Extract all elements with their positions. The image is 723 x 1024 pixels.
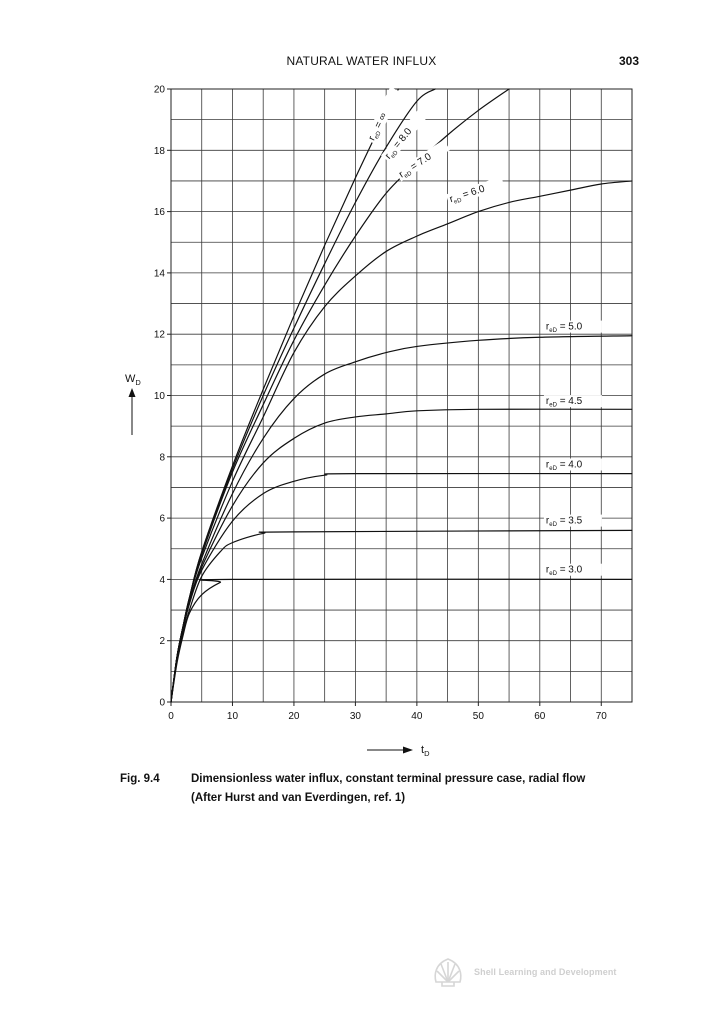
y-tick-label: 8 [159,452,165,464]
page-header-title: NATURAL WATER INFLUX [286,54,437,68]
x-tick-label: 50 [472,711,484,722]
figure-label: Fig. 9.4 [120,773,160,785]
y-tick-label: 4 [159,574,165,586]
x-axis-arrowhead-icon [403,747,413,754]
x-tick-label: 40 [411,711,423,722]
series-label-text: $r_{eD} = 3.5$ [545,515,583,529]
y-tick-label: 0 [159,697,165,709]
x-tick-label: 70 [595,711,607,722]
y-axis-arrowhead-icon [129,388,136,397]
footer-text: Shell Learning and Development [474,967,617,977]
y-tick-label: 12 [153,329,165,341]
series-label-text: $r_{eD}$ = ∞ [366,111,390,143]
series-label-4 [544,321,602,335]
y-tick-label: 10 [153,391,165,402]
page-number: 303 [618,54,639,68]
series-label-7 [544,515,602,529]
x-tick-label: 10 [226,711,239,722]
caption-line-1: Dimensionless water influx, constant terminal pressure case, radial flow [191,773,586,785]
y-tick-label: 20 [153,84,165,96]
caption-line-2: (After Hurst and van Everdingen, ref. 1) [191,792,406,804]
series-line-3 [171,181,632,702]
y-tick-label: 6 [159,513,165,525]
chart-series-labels [365,87,602,577]
series-label-6 [544,459,602,473]
series-label-text: $r_{eD} = 4.5$ [545,396,583,409]
y-tick-label: 2 [159,636,165,648]
x-tick-label: 20 [288,711,300,722]
series-label-5 [544,395,602,409]
x-tick-label: 30 [349,711,361,722]
series-label-8 [544,564,602,578]
series-line-7 [171,530,632,702]
y-axis-title: $W_D$ [125,373,141,387]
series-label-text: $r_{eD} = 3.0$ [545,564,583,578]
figure-caption-text [191,770,661,808]
y-tick-label: 18 [153,145,165,157]
series-label-text: $r_{eD} = 6.0$ [448,183,487,206]
series-label-text: $r_{eD} = 4.0$ [545,459,583,472]
series-line-6 [171,474,632,702]
y-tick-label: 16 [153,207,165,219]
series-label-text: $r_{eD} = 8.0$ [382,126,415,162]
series-label-text: $r_{eD} = 5.0$ [545,321,583,335]
x-tick-label: 0 [168,711,174,722]
y-tick-label: 14 [153,268,165,280]
x-axis-title: $t_D$ [421,744,430,758]
series-label-text: $r_{eD} = 7.0$ [397,151,434,181]
x-tick-label: 60 [534,711,546,722]
